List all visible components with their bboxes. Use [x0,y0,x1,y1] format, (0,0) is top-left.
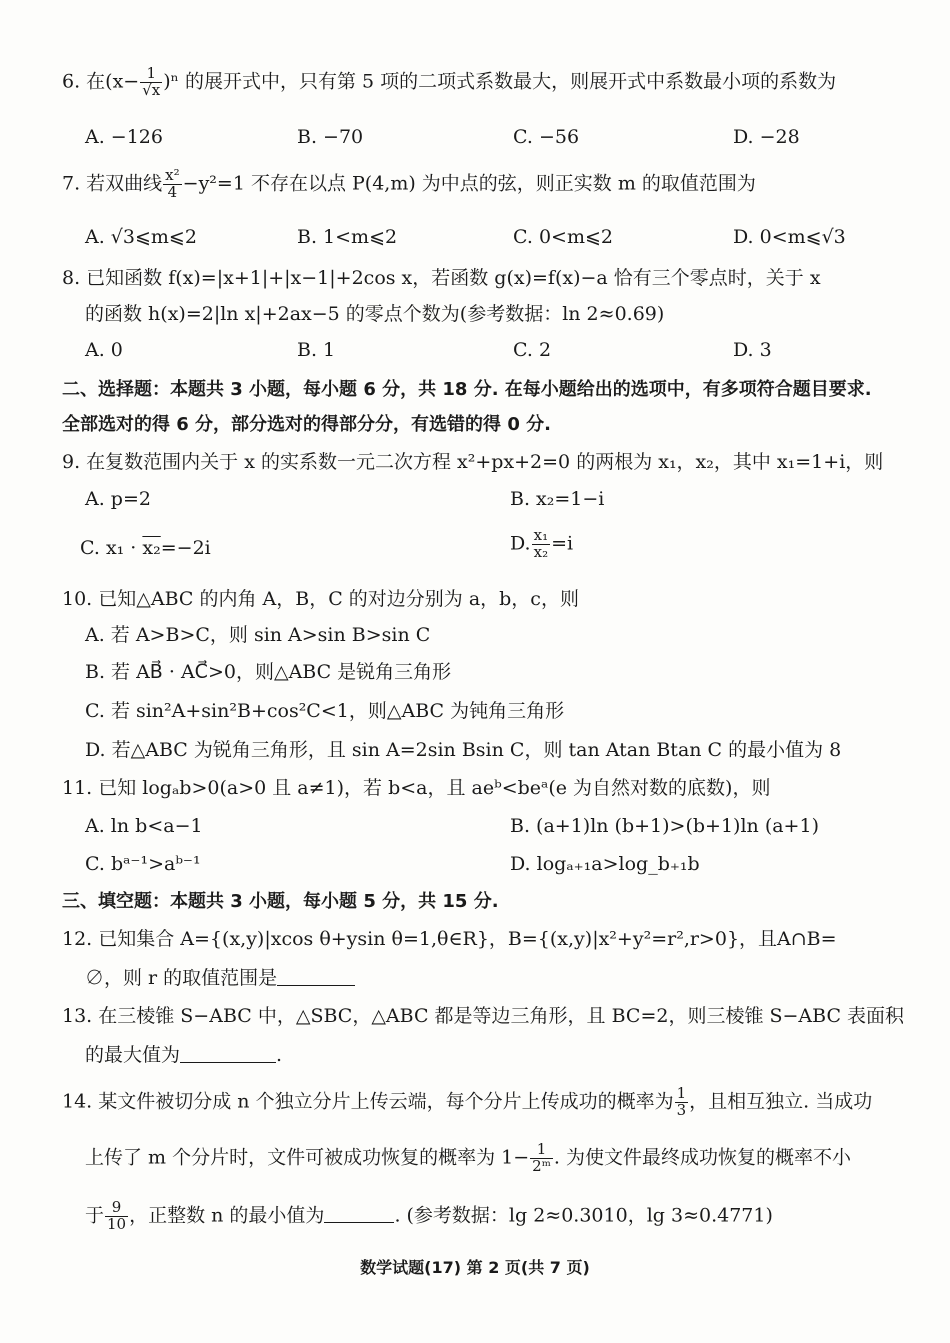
q6-expr-close: )ⁿ [163,70,179,93]
q14-line1-pre: 14. 某文件被切分成 n 个独立分片上传云端，每个分片上传成功的概率为 [62,1090,674,1113]
q8-option-d: D. 3 [733,339,772,361]
q8-option-b: B. 1 [297,339,336,361]
q9-option-b: B. x₂=1−i [510,488,605,510]
q9-option-d-num: x₁ [533,526,549,544]
q14-line2-post: . 为使文件最终成功恢复的概率不小 [553,1146,851,1169]
q12-stem-line2 [85,966,355,991]
q9-option-d-pre: D. [510,532,531,555]
q6-expr-open: (x− [105,70,140,93]
q10-stem: 10. 已知△ABC 的内角 A，B，C 的对边分别为 a，b，c，则 [62,588,579,610]
q7-stem-pre: 7. 若双曲线 [62,172,163,195]
q13-stem-line2-pre: 的最大值为 [85,1044,181,1066]
q14-line2-num: 1 [530,1142,553,1159]
q14-line3-den: 10 [107,1214,127,1233]
q6-frac-num: 1 [140,66,162,83]
q10-option-c: C. 若 sin²A+sin²B+cos²C<1，则△ABC 为钝角三角形 [85,700,565,722]
section3-heading: 三、填空题：本题共 3 小题，每小题 5 分，共 15 分. [62,891,499,912]
q10-option-d: D. 若△ABC 为锐角三角形，且 sin A=2sin Bsin C，则 tan Atan Btan C 的最小值为 8 [85,739,842,761]
q13-answer-blank[interactable] [180,1044,276,1063]
q9-option-c-pre: C. x₁ · [80,537,143,559]
q8-stem-line2: 的函数 h(x)=2|ln x|+2ax−5 的零点个数为(参考数据：ln 2≈0.69) [85,303,665,325]
q9-option-d-den: x₂ [533,542,549,561]
q14-line2-fraction [530,1142,553,1175]
q14-stem-line1 [62,1086,872,1119]
q8-option-a: A. 0 [85,339,123,361]
q14-stem-line2 [85,1142,851,1175]
q6-stem-post: 的展开式中，只有第 5 项的二项式系数最大，则展开式中系数最小项的系数为 [184,70,837,93]
section2-heading-line1: 二、选择题：本题共 3 小题，每小题 6 分，共 18 分. 在每小题给出的选项中，有多项符合题目要求. [62,379,872,400]
q11-option-a: A. ln b<a−1 [85,815,203,837]
q13-stem-line2 [85,1043,282,1068]
q9-option-d-post: =i [551,532,574,555]
q13-stem-line2-post: . [276,1044,283,1066]
q14-line3-pre: 于 [85,1204,105,1227]
q6-option-c: C. −56 [513,126,580,148]
q12-stem-line1: 12. 已知集合 A={(x,y)|xcos θ+ysin θ=1,θ∈R}，B={(x,y)|x²+y²=r²,r>0}，且A∩B= [62,928,837,950]
q9-option-d [510,528,573,561]
q14-line3-post: . (参考数据：lg 2≈0.3010，lg 3≈0.4771) [394,1204,773,1227]
q6-option-b: B. −70 [297,126,364,148]
q7-stem-post: −y²=1 不存在以点 P(4,m) 为中点的弦，则正实数 m 的取值范围为 [182,172,756,195]
q12-answer-blank[interactable] [277,967,355,986]
q8-option-c: C. 2 [513,339,552,361]
q14-line1-den: 3 [676,1100,687,1119]
q11-option-d: D. logₐ₊₁a>log_b₊₁b [510,853,700,875]
q14-line1-post: ，且相互独立. 当成功 [689,1090,873,1113]
q6-option-a: A. −126 [85,126,163,148]
q7-option-b: B. 1<m⩽2 [297,226,398,248]
section2-heading-line2: 全部选对的得 6 分，部分选对的得部分分，有选错的得 0 分. [62,414,551,435]
q10-option-b: B. 若 AB⃗ · AC⃗>0，则△ABC 是锐角三角形 [85,661,452,683]
q14-line1-fraction [675,1086,689,1119]
q6-fraction [140,66,162,99]
q9-option-c-conjugate: x₂ [142,537,161,559]
q9-option-a: A. p=2 [85,488,151,510]
q6-option-d: D. −28 [733,126,800,148]
q14-line2-den: 2ᵐ [532,1156,551,1175]
q7-option-d: D. 0<m⩽√3 [733,226,846,248]
q9-stem: 9. 在复数范围内关于 x 的实系数一元二次方程 x²+px+2=0 的两根为 x₁，x₂，其中 x₁=1+i，则 [62,451,884,473]
q7-option-a: A. √3⩽m⩽2 [85,226,197,248]
q14-line2-pre: 上传了 m 个分片时，文件可被成功恢复的概率为 1− [85,1146,530,1169]
q11-option-b: B. (a+1)ln (b+1)>(b+1)ln (a+1) [510,815,819,837]
q7-option-c: C. 0<m⩽2 [513,226,613,248]
q7-fraction [163,168,181,201]
q10-option-a: A. 若 A>B>C，则 sin A>sin B>sin C [85,624,431,646]
page-footer: 数学试题(17) 第 2 页(共 7 页) [360,1258,590,1277]
q8-stem-line1: 8. 已知函数 f(x)=|x+1|+|x−1|+2cos x，若函数 g(x)=f(x)−a 恰有三个零点时，关于 x [62,267,821,289]
q14-line3-num: 9 [105,1200,128,1217]
q14-line3-mid: ，正整数 n 的最小值为 [129,1204,325,1227]
q14-answer-blank[interactable] [324,1204,394,1223]
q13-stem-line1: 13. 在三棱锥 S−ABC 中，△SBC，△ABC 都是等边三角形，且 BC=2，则三棱锥 S−ABC 表面积 [62,1005,905,1027]
q6-stem [62,66,836,99]
q14-line1-num: 1 [676,1084,687,1102]
q7-stem [62,168,756,201]
q9-option-d-fraction [532,528,550,561]
q11-option-c: C. bᵃ⁻¹>aᵇ⁻¹ [85,853,201,875]
q7-frac-den: 4 [167,182,178,201]
q14-stem-line3 [85,1200,773,1233]
q6-frac-den: √x [142,80,161,99]
q9-option-c-post: =−2i [160,537,211,559]
q7-frac-num: x² [165,166,180,184]
q12-stem-line2-text: ∅，则 r 的取值范围是 [85,967,278,989]
q14-line3-fraction [105,1200,128,1233]
q11-stem: 11. 已知 logₐb>0(a>0 且 a≠1)，若 b<a，且 aeᵇ<beᵃ(e 为自然对数的底数)，则 [62,777,771,799]
q9-option-c [80,536,211,561]
q6-stem-pre: 6. 在 [62,70,106,93]
